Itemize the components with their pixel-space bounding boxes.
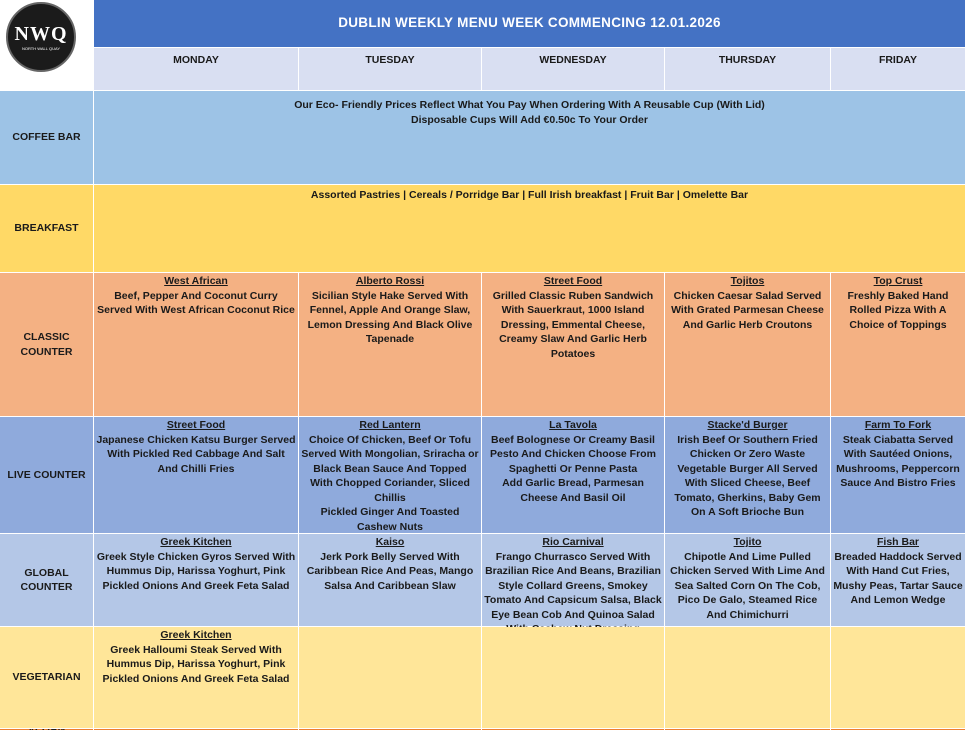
row-label-classic-counter: CLASSIC COUNTER [0,273,93,416]
dish-description: Chipotle And Lime Pulled Chicken Served With Lime And Sea Salted Corn On The Cob, Pico De Galo, Steamed Rice And Chimichurri [670,550,825,621]
venue-name: Top Crust [873,275,923,287]
dish-description: Irish Beef Or Southern Fried Chicken Or Zero Waste Vegetable Burger All Served With Sliced Cheese, Beef Tomato, Gherkins, Baby Gem On A Soft Brioche Bun [674,433,821,518]
menu-title: DUBLIN WEEKLY MENU WEEK COMMENCING 12.01.2026 [94,0,965,47]
day-header-thursday: THURSDAY [665,48,830,90]
day-header-monday: MONDAY [94,48,298,90]
logo-cell [0,0,93,90]
day-header-friday: FRIDAY [831,48,965,90]
dish-description: Breaded Haddock Served With Hand Cut Fries, Mushy Peas, Tartar Sauce And Lemon Wedge [833,550,963,606]
dish-description: Sicilian Style Hake Served With Fennel, Apple And Orange Slaw, Lemon Dressing And Black Olive Tapenade [307,289,473,345]
row-label-global-counter: GLOBAL COUNTER [0,534,93,626]
nwq-logo [6,2,76,72]
global-thursday [665,534,830,626]
dish-description: Greek Style Chicken Gyros Served With Hummus Dip, Harissa Yoghurt, Pink Pickled Onions And Greek Feta Salad [96,550,296,592]
venue-name: Tojitos [730,275,765,287]
dish-description: Steak Ciabatta Served With Sautéed Onions, Mushrooms, Peppercorn Sauce And Bistro Fries [836,433,960,489]
venue-name: Rio Carnival [542,536,604,548]
dish-description: Chicken Caesar Salad Served With Grated Parmesan Cheese And Garlic Herb Croutons [671,289,824,331]
row-label-vegetarian: VEGETARIAN [0,627,93,728]
dish-description: Freshly Baked Hand Rolled Pizza With A Choice of Toppings [847,289,949,331]
coffee-bar-line-1: Our Eco- Friendly Prices Reflect What You Pay When Ordering With A Reusable Cup (With Lid) [294,99,765,111]
vegetarian-monday [94,627,298,728]
venue-name: Fish Bar [876,536,919,548]
vegetarian-wednesday-empty [482,627,664,728]
venue-name: Greek Kitchen [160,629,232,641]
venue-name: Kaiso [375,536,405,548]
vegetarian-tuesday-empty [299,627,481,728]
logo-subtext: NORTH WALL QUAY [21,45,60,51]
live-wednesday [482,417,664,533]
vegetarian-friday-empty [831,627,965,728]
dish-description: Jerk Pork Belly Served With Caribbean Rice And Peas, Mango Salsa And Caribbean Slaw [306,550,474,592]
global-monday [94,534,298,626]
classic-monday [94,273,298,416]
dish-description: Choice Of Chicken, Beef Or Tofu Served With Mongolian, Sriracha or Black Bean Sauce And Topped With Chopped Coriander, Sliced Chillis [301,433,479,504]
dish-description: Beef, Pepper And Coconut Curry Served With West African Coconut Rice [97,289,295,316]
coffee-bar-line-2: Disposable Cups Will Add €0.50c To Your Order [411,113,648,126]
classic-tuesday [299,273,481,416]
classic-thursday [665,273,830,416]
coffee-bar-notice [94,91,965,184]
venue-name: Alberto Rossi [355,275,425,287]
dish-description: Greek Halloumi Steak Served With Hummus Dip, Harissa Yoghurt, Pink Pickled Onions And Greek Feta Salad [102,643,290,685]
logo-mark: NWQ [14,22,68,45]
breakfast-items: Assorted Pastries | Cereals / Porridge Bar | Full Irish breakfast | Fruit Bar | Omelette Bar [94,185,965,272]
global-wednesday [482,534,664,626]
dish-description: Beef Bolognese Or Creamy Basil Pesto And Chicken Choose From Spaghetti Or Penne Pasta [490,433,656,475]
dish-extra: Add Garlic Bread, Parmesan Cheese And Basil Oil [502,477,644,504]
venue-name: Stacke'd Burger [707,419,788,431]
dish-description: Frango Churrasco Served With Brazilian Rice And Beans, Brazilian Style Collard Greens, Smokey Tomato And Capsicum Salsa, Black Eye Bean Cob And Quinoa Salad [484,550,662,621]
venue-name: Greek Kitchen [160,536,232,548]
vegetarian-thursday-empty [665,627,830,728]
global-tuesday [299,534,481,626]
live-tuesday [299,417,481,533]
venue-name: Red Lantern [359,419,421,431]
day-header-tuesday: TUESDAY [299,48,481,90]
venue-name: West African [164,275,228,287]
dish-description: Japanese Chicken Katsu Burger Served With Pickled Red Cabbage And Salt And Chilli Fries [96,433,296,475]
venue-name: Street Food [166,419,226,431]
live-monday [94,417,298,533]
row-label-live-counter: LIVE COUNTER [0,417,93,533]
venue-name: Street Food [543,275,603,287]
row-label-coffee-bar: COFFEE BAR [0,91,93,184]
venue-name: Farm To Fork [864,419,932,431]
classic-friday [831,273,965,416]
dish-extra: Pickled Ginger And Toasted Cashew Nuts [320,506,460,533]
live-thursday [665,417,830,533]
classic-wednesday [482,273,664,416]
venue-name: Tojito [733,536,762,548]
row-label-breakfast: BREAKFAST [0,185,93,272]
live-friday [831,417,965,533]
venue-name: La Tavola [549,419,597,431]
global-friday [831,534,965,626]
day-header-wednesday: WEDNESDAY [482,48,664,90]
dish-description: Grilled Classic Ruben Sandwich With Sauerkraut, 1000 Island Dressing, Emmental Cheese, Creamy Slaw And Garlic Herb Potatoes [492,289,654,360]
